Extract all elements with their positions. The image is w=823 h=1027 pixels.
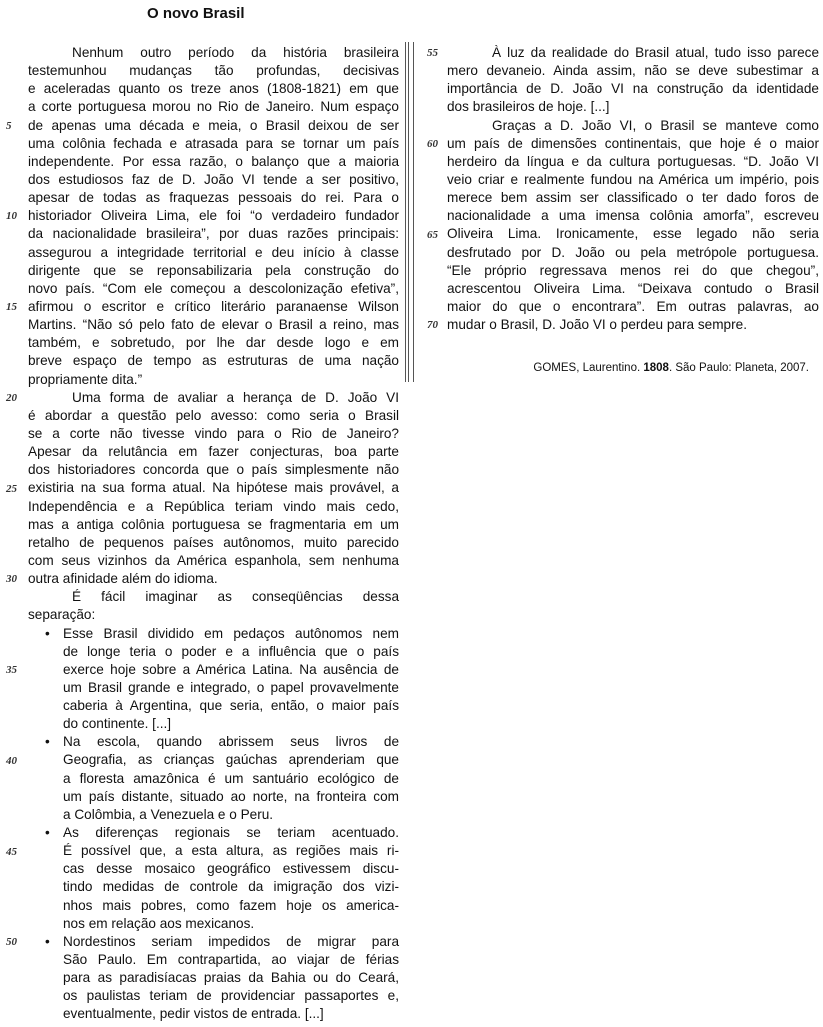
text-line (447, 80, 819, 98)
text-line (28, 987, 399, 1005)
line-text: a corte portuguesa morou no Rio de Janeiro. Num espaço (28, 99, 399, 115)
line-text: exerce hoje sobre a América Latina. Na ausência de (63, 661, 399, 677)
line-text: Na escola, quando abrissem seus livros de (63, 734, 399, 750)
text-line (447, 298, 819, 316)
line-text: os paulistas teriam de providenciar passaportes e, (63, 988, 399, 1004)
text-line (28, 135, 399, 153)
bullet: • (45, 734, 50, 750)
source-author: GOMES, Laurentino. (533, 362, 641, 374)
text-line (28, 1005, 399, 1023)
line-text: apesar de todas as fraquezas pessoais do rei. Para o (28, 190, 399, 206)
line-text: Martins. “Não só pelo fato de elevar o Brasil a reino, mas (28, 317, 399, 333)
text-line (28, 751, 399, 769)
left-column (28, 44, 399, 1024)
text-line (447, 189, 819, 207)
line-text: assegurou a integridade territorial e deu início à classe (28, 244, 399, 260)
text-line (28, 570, 399, 588)
line-text: independente. Por essa razão, o balanço que a maioria (28, 153, 399, 169)
line-number: 35 (6, 664, 17, 677)
line-text: afirmou o escritor e crítico literário paranaense Wilson (28, 298, 399, 314)
text-line (28, 534, 399, 552)
text-line (28, 389, 399, 407)
text-line (28, 262, 399, 280)
text-line (28, 153, 399, 171)
line-number: 5 (6, 119, 12, 132)
text-line (28, 588, 399, 606)
line-text: também, e sobretudo, por lhe dar desde logo e em (28, 335, 399, 351)
line-text: É fácil imaginar as conseqüências dessa (72, 589, 399, 605)
line-number: 20 (6, 391, 17, 404)
line-text: herdeiro da língua e da cultura portuguesas. “D. João VI (447, 153, 819, 169)
line-text: se a corte não tivesse vindo para o Rio de Janeiro? (28, 425, 399, 441)
line-text: um país distante, situado ao norte, na fronteira com (63, 788, 399, 804)
text-line (28, 788, 399, 806)
text-line (447, 44, 819, 62)
right-column (447, 44, 819, 334)
line-text: dos historiadores concorda que o país simplesmente não (28, 462, 399, 478)
line-text: para as paradisíacas praias da Bahia ou do Ceará, (63, 970, 399, 986)
text-line (28, 425, 399, 443)
text-line (28, 207, 399, 225)
line-text: dos estudiosos faz de D. João VI tende a ser positivo, (28, 171, 399, 187)
source-rest: . São Paulo: Planeta, 2007. (668, 362, 809, 374)
line-text: Nenhum outro período da história brasileira (72, 45, 399, 60)
line-text: acrescentou Oliveira Lima. “Deixava contudo o Brasil (447, 280, 819, 296)
line-text: eventualmente, pedir vistos de entrada. [...] (63, 1006, 324, 1022)
line-text: dos brasileiros de hoje. [...] (447, 99, 610, 115)
line-text: mero devaneio. Ainda assim, não se deve subestimar a (447, 63, 819, 79)
line-number: 25 (6, 482, 17, 495)
bullet: • (45, 625, 50, 641)
line-text: a Colômbia, a Venezuela e o Peru. (63, 806, 274, 822)
line-text: veio criar e realmente fundou na América um império, pois (447, 171, 819, 187)
line-text: Independência e a República teriam vindo mais cedo, (28, 498, 399, 514)
line-text: propriamente dita.” (28, 371, 143, 387)
text-line (28, 969, 399, 987)
line-text: do continente. [...] (63, 716, 172, 732)
text-line (28, 443, 399, 461)
text-line (28, 498, 399, 516)
line-text: retalho de pequenos países autônomos, muito parecido (28, 534, 399, 550)
line-text: maior do que o encontrara”. Em outras palavras, ao (447, 298, 819, 314)
bullet: • (45, 825, 50, 841)
line-text: outra afinidade além do idioma. (28, 571, 218, 587)
line-text: nhos mais pobres, como fazem hoje os america- (63, 897, 399, 913)
line-text: Esse Brasil dividido em pedaços autônomos nem (63, 625, 399, 641)
text-line (28, 878, 399, 896)
line-number: 70 (427, 319, 438, 332)
line-text: um país de dimensões continentais, que hoje é o maior (447, 135, 819, 151)
line-text: Geografia, as crianças gaúchas aprenderiam que (63, 752, 399, 768)
text-line (28, 733, 399, 751)
line-text: separação: (28, 607, 96, 623)
line-text: São Paulo. Em contrapartida, ao viajar de férias (63, 952, 399, 968)
line-text: a floresta amazônica é um santuário ecológico de (63, 770, 399, 786)
text-line (28, 280, 399, 298)
text-line (28, 842, 399, 860)
line-text: caberia à Argentina, que seria, então, o maior país (63, 698, 399, 714)
line-number: 30 (6, 573, 17, 586)
source-citation (533, 362, 809, 374)
text-line (447, 98, 819, 116)
text-line (28, 770, 399, 788)
line-text: Nordestinos seriam impedidos de migrar para (63, 933, 399, 949)
line-text: mudar o Brasil, D. João VI o perdeu para sempre. (447, 317, 747, 333)
line-text: Graças a D. João VI, o Brasil se manteve como (492, 117, 819, 133)
line-text: nacionalidade a uma imensa colônia amorfa”, escreveu (447, 208, 819, 224)
text-line (447, 117, 819, 135)
text-line (28, 80, 399, 98)
line-text: À luz da realidade do Brasil atual, tudo isso parece (492, 45, 819, 60)
line-number: 10 (6, 210, 17, 223)
text-line (28, 933, 399, 951)
text-line (447, 153, 819, 171)
text-line (28, 915, 399, 933)
text-line (28, 606, 399, 624)
line-text: e aceleradas quanto os treze anos (1808-1821) em que (28, 81, 399, 97)
text-line (447, 207, 819, 225)
line-text: historiador Oliveira Lima, ele foi “o verdadeiro fundador (28, 208, 399, 224)
text-line (28, 461, 399, 479)
line-text: desfrutado por D. João ou pela metrópole portuguesa. (447, 244, 819, 260)
text-line (28, 352, 399, 370)
line-text: merece bem assim ser classificado o ter dado foros de (447, 190, 819, 206)
line-text: cas desse mosaico geográfico estivessem discu- (63, 861, 399, 877)
line-text: um Brasil grande e integrado, o papel provavelmente (63, 679, 399, 695)
text-title: O novo Brasil (147, 5, 245, 22)
text-line (447, 316, 819, 334)
text-line (28, 661, 399, 679)
text-line (28, 951, 399, 969)
text-line (28, 625, 399, 643)
text-line (28, 407, 399, 425)
text-line (28, 44, 399, 62)
line-text: As diferenças regionais se teriam acentuado. (63, 825, 399, 841)
line-text: É possível que, a esta altura, as regiões mais ri- (63, 843, 399, 859)
text-line (28, 334, 399, 352)
line-text: Apesar da relutância em fazer conjecturas, boa parte (28, 444, 399, 460)
line-number: 50 (6, 936, 17, 949)
text-line (28, 316, 399, 334)
text-line (28, 225, 399, 243)
text-line (28, 371, 399, 389)
line-text: testemunhou mudanças tão profundas, decisivas (28, 63, 399, 79)
text-line (28, 697, 399, 715)
line-text: nos em relação aos mexicanos. (63, 915, 255, 931)
text-line (28, 516, 399, 534)
column-divider (405, 42, 414, 382)
text-line (28, 860, 399, 878)
line-text: de longe teria o poder e a influência que o país (63, 643, 399, 659)
text-line (28, 715, 399, 733)
text-line (28, 62, 399, 80)
line-number: 40 (6, 754, 17, 767)
line-text: importância de D. João VI na construção da identidade (447, 81, 819, 97)
line-text: tindo medidas de controle da imigração dos vizi- (63, 879, 399, 895)
text-line (28, 98, 399, 116)
text-line (447, 62, 819, 80)
bullet: • (45, 933, 50, 949)
line-text: dirigente que se reponsabilizaria pela construção do (28, 262, 399, 278)
text-line (28, 244, 399, 262)
source-work: 1808 (643, 362, 669, 374)
text-line (28, 171, 399, 189)
line-text: breve espaço de tempo as estruturas de uma nação (28, 353, 399, 369)
text-line (447, 135, 819, 153)
line-text: com seus vizinhos da América espanhola, sem nenhuma (28, 552, 399, 568)
line-text: “Ele próprio regressava menos rei do que chegou”, (447, 262, 819, 278)
line-text: uma colônia fechada e atrasada para se tornar um país (28, 135, 399, 151)
text-line (28, 117, 399, 135)
text-line (28, 189, 399, 207)
text-line (28, 679, 399, 697)
line-number: 60 (427, 137, 438, 150)
text-line (447, 262, 819, 280)
line-number: 45 (6, 845, 17, 858)
text-line (28, 298, 399, 316)
line-number: 55 (427, 47, 438, 59)
text-line (447, 225, 819, 243)
line-number: 65 (427, 228, 438, 241)
line-text: é abordar a questão pelo avesso: como seria o Brasil (28, 407, 399, 423)
line-text: Oliveira Lima. Ironicamente, esse legado não seria (447, 226, 819, 242)
text-line (28, 824, 399, 842)
line-text: Uma forma de avaliar a herança de D. João VI (72, 389, 399, 405)
text-line (447, 171, 819, 189)
line-number: 15 (6, 301, 17, 314)
text-line (28, 806, 399, 824)
text-line (447, 244, 819, 262)
text-line (447, 280, 819, 298)
text-line (28, 479, 399, 497)
text-line (28, 552, 399, 570)
text-line (28, 643, 399, 661)
line-text: mas a antiga colônia portuguesa se fragmentaria em um (28, 516, 399, 532)
line-text: de apenas uma década e meia, o Brasil deixou de ser (28, 117, 399, 133)
line-text: da nacionalidade brasileira”, por duas razões principais: (28, 226, 399, 242)
line-text: novo país. “Com ele começou a descolonização efetiva”, (28, 280, 399, 296)
text-line (28, 897, 399, 915)
line-text: existiria na sua forma atual. Na hipótese mais provável, a (28, 480, 399, 496)
